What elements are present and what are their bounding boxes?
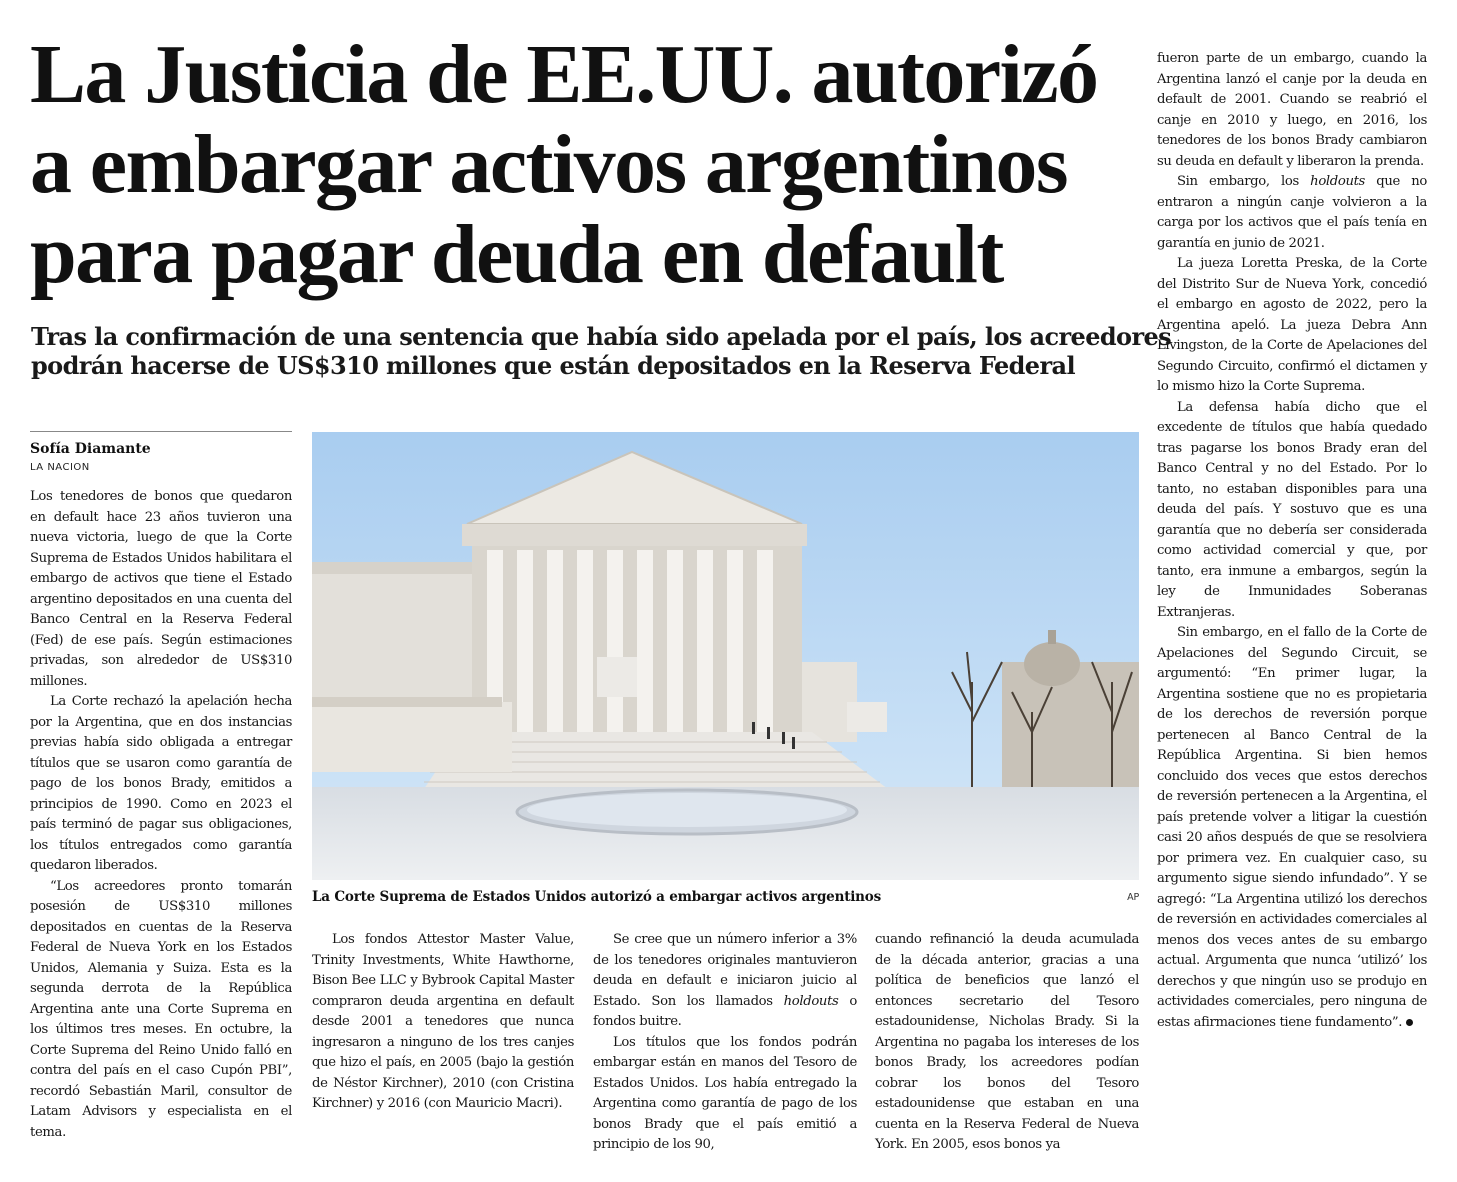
italic-term: holdouts xyxy=(1310,174,1365,189)
outlet-name: LA NACION xyxy=(30,462,90,473)
article-paragraph xyxy=(1157,623,1427,1033)
photo-caption xyxy=(312,888,1139,906)
headline-line: a embargar activos argentinos xyxy=(30,118,1067,211)
supreme-court-building-image xyxy=(312,432,1139,880)
italic-term: holdouts xyxy=(783,993,839,1009)
byline-divider xyxy=(30,431,292,432)
article-paragraph: Los títulos que los fondos podrán embargar están en manos del Tesoro de Estados Unidos. Los había entregado la Argentina como garantía de pago de los bonos Brady que el país emitió a principio de los 90, xyxy=(593,1034,857,1152)
article-paragraph: “Los acreedores pronto tomarán posesión de US$310 millones depositados en cuentas de la Reserva Federal de Nueva York en los Estados Unidos, Alemania y Suiza. Esta es la segunda derrota de la República Argentina ante una Corte Suprema en los últimos tres meses. En octubre, la Corte Suprema del Reino Unido falló en contra del país en el caso Cupón PBI”, recordó Sebastián Maril, consultor de Latam Advisors y especialista en el tema. xyxy=(30,878,292,1140)
article-column-4 xyxy=(875,930,1139,1156)
byline xyxy=(30,440,151,475)
headline xyxy=(30,30,1140,300)
article-paragraph: La defensa había dicho que el excedente de títulos que había quedado tras pagarse los bonos Brady eran del Banco Central y no del Estado. Por lo tanto, no estaban disponibles para una deuda del país. Y sostuvo que es una garantía que no debería ser considerada como actividad comercial y que, por tanto, era inmune a embargos, según la ley de Inmunidades Soberanas Extranjeras. xyxy=(1157,399,1427,620)
subheadline xyxy=(31,322,1172,380)
article-column-1 xyxy=(30,487,292,1143)
article-paragraph: La Corte rechazó la apelación hecha por la Argentina, que en dos instancias previas había sido obligada a entregar títulos que se usaron como garantía de pago de los bonos Brady, emitidos a principios de 1990. Como en 2023 el país terminó de pagar sus obligaciones, los títulos entregados como garantía quedaron liberados. xyxy=(30,694,292,873)
end-of-article-mark xyxy=(1406,1019,1413,1026)
caption-text: La Corte Suprema de Estados Unidos autorizó a embargar activos argentinos xyxy=(312,889,881,905)
author-name: Sofía Diamante xyxy=(30,441,151,457)
article-paragraph: fueron parte de un embargo, cuando la Argentina lanzó el canje por la deuda en default de 2001. Cuando se reabrió el canje en 2010 y luego, en 2016, los tenedores de los bonos Brady cambiaron su deuda en default y liberaron la prenda. xyxy=(1157,51,1427,169)
article-column-2 xyxy=(312,930,574,1115)
headline-line: para pagar deuda en default xyxy=(30,208,1003,301)
photo-credit: AP xyxy=(1127,892,1139,903)
article-paragraph xyxy=(1157,172,1427,254)
text-run: que no entraron a ningún canje volvieron a la carga por los activos que el país tenía en garantía en junio de 2021. xyxy=(1157,174,1427,251)
subheadline-line: podrán hacerse de US$310 millones que están depositados en la Reserva Federal xyxy=(31,351,1075,380)
text-run: o fondos buitre. xyxy=(593,993,857,1029)
article-paragraph xyxy=(593,930,857,1033)
text-run: Sin embargo, los xyxy=(1177,174,1311,189)
article-paragraph: Los fondos Attestor Master Value, Trinity Investments, White Hawthorne, Bison Bee LLC y Bybrook Capital Master compraron deuda argentina en default desde 2001 a tenedores que nunca ingresaron a ninguno de los tres canjes que hizo el país, en 2005 (bajo la gestión de Néstor Kirchner), 2010 (con Cristina Kirchner) y 2016 (con Mauricio Macri). xyxy=(312,932,574,1111)
text-run: Sin embargo, en el fallo de la Corte de Apelaciones del Segundo Circuit, se argumentó: “En primer lugar, la Argentina sostiene que no es propietaria de los derechos de reversión porque pertenecen al Banco Central de la República Argentina. Si bien hemos concluido dos veces que estos derechos de reversión pertenecen a la Argentina, el país pretende volver a litigar la cuestión casi 20 años después de que se resolviera por primera vez. En cualquier caso, su argumento sigue siendo infundado”. Y se agregó: “La Argentina utilizó los derechos de reversión en actividades comerciales al menos dos veces antes de su embargo actual. Argumenta que nunca ‘utilizó’ los derechos y que ningún uso se produjo en actividades comerciales, pero ninguna de estas afirmaciones tiene fundamento”. xyxy=(1157,625,1427,1030)
article-paragraph: cuando refinanció la deuda acumulada de la década anterior, gracias a una política de beneficios que lanzó el entonces secretario del Tesoro estadounidense, Nicholas Brady. Si la Argentina no pagaba los intereses de los bonos Brady, los acreedores podían cobrar los bonos del Tesoro estadounidense que estaban en una cuenta en la Reserva Federal de Nueva York. En 2005, esos bonos ya xyxy=(875,932,1139,1152)
article-paragraph: Los tenedores de bonos que quedaron en default hace 23 años tuvieron una nueva victoria, luego de que la Corte Suprema de Estados Unidos habilitara el embargo de activos que tiene el Estado argentino depositados en una cuenta del Banco Central en la Reserva Federal (Fed) de ese país. Según estimaciones privadas, son alrededor de US$310 millones. xyxy=(30,489,292,689)
headline-line: La Justicia de EE.UU. autorizó xyxy=(30,28,1098,121)
article-column-3 xyxy=(593,930,857,1156)
subheadline-line: Tras la confirmación de una sentencia que había sido apelada por el país, los acreedores xyxy=(31,322,1172,351)
text-run: Se cree que un número inferior a 3% de los tenedores originales mantuvieron deuda en default e iniciaron juicio al Estado. Son los llamados xyxy=(593,932,857,1009)
article-paragraph: La jueza Loretta Preska, de la Corte del Distrito Sur de Nueva York, concedió el embargo en agosto de 2022, pero la Argentina apeló. La jueza Debra Ann Livingston, de la Corte de Apelaciones del Segundo Circuito, confirmó el dictamen y lo mismo hizo la Corte Suprema. xyxy=(1157,256,1427,394)
article-column-5 xyxy=(1157,49,1427,1033)
supreme-court-photo xyxy=(312,432,1139,880)
